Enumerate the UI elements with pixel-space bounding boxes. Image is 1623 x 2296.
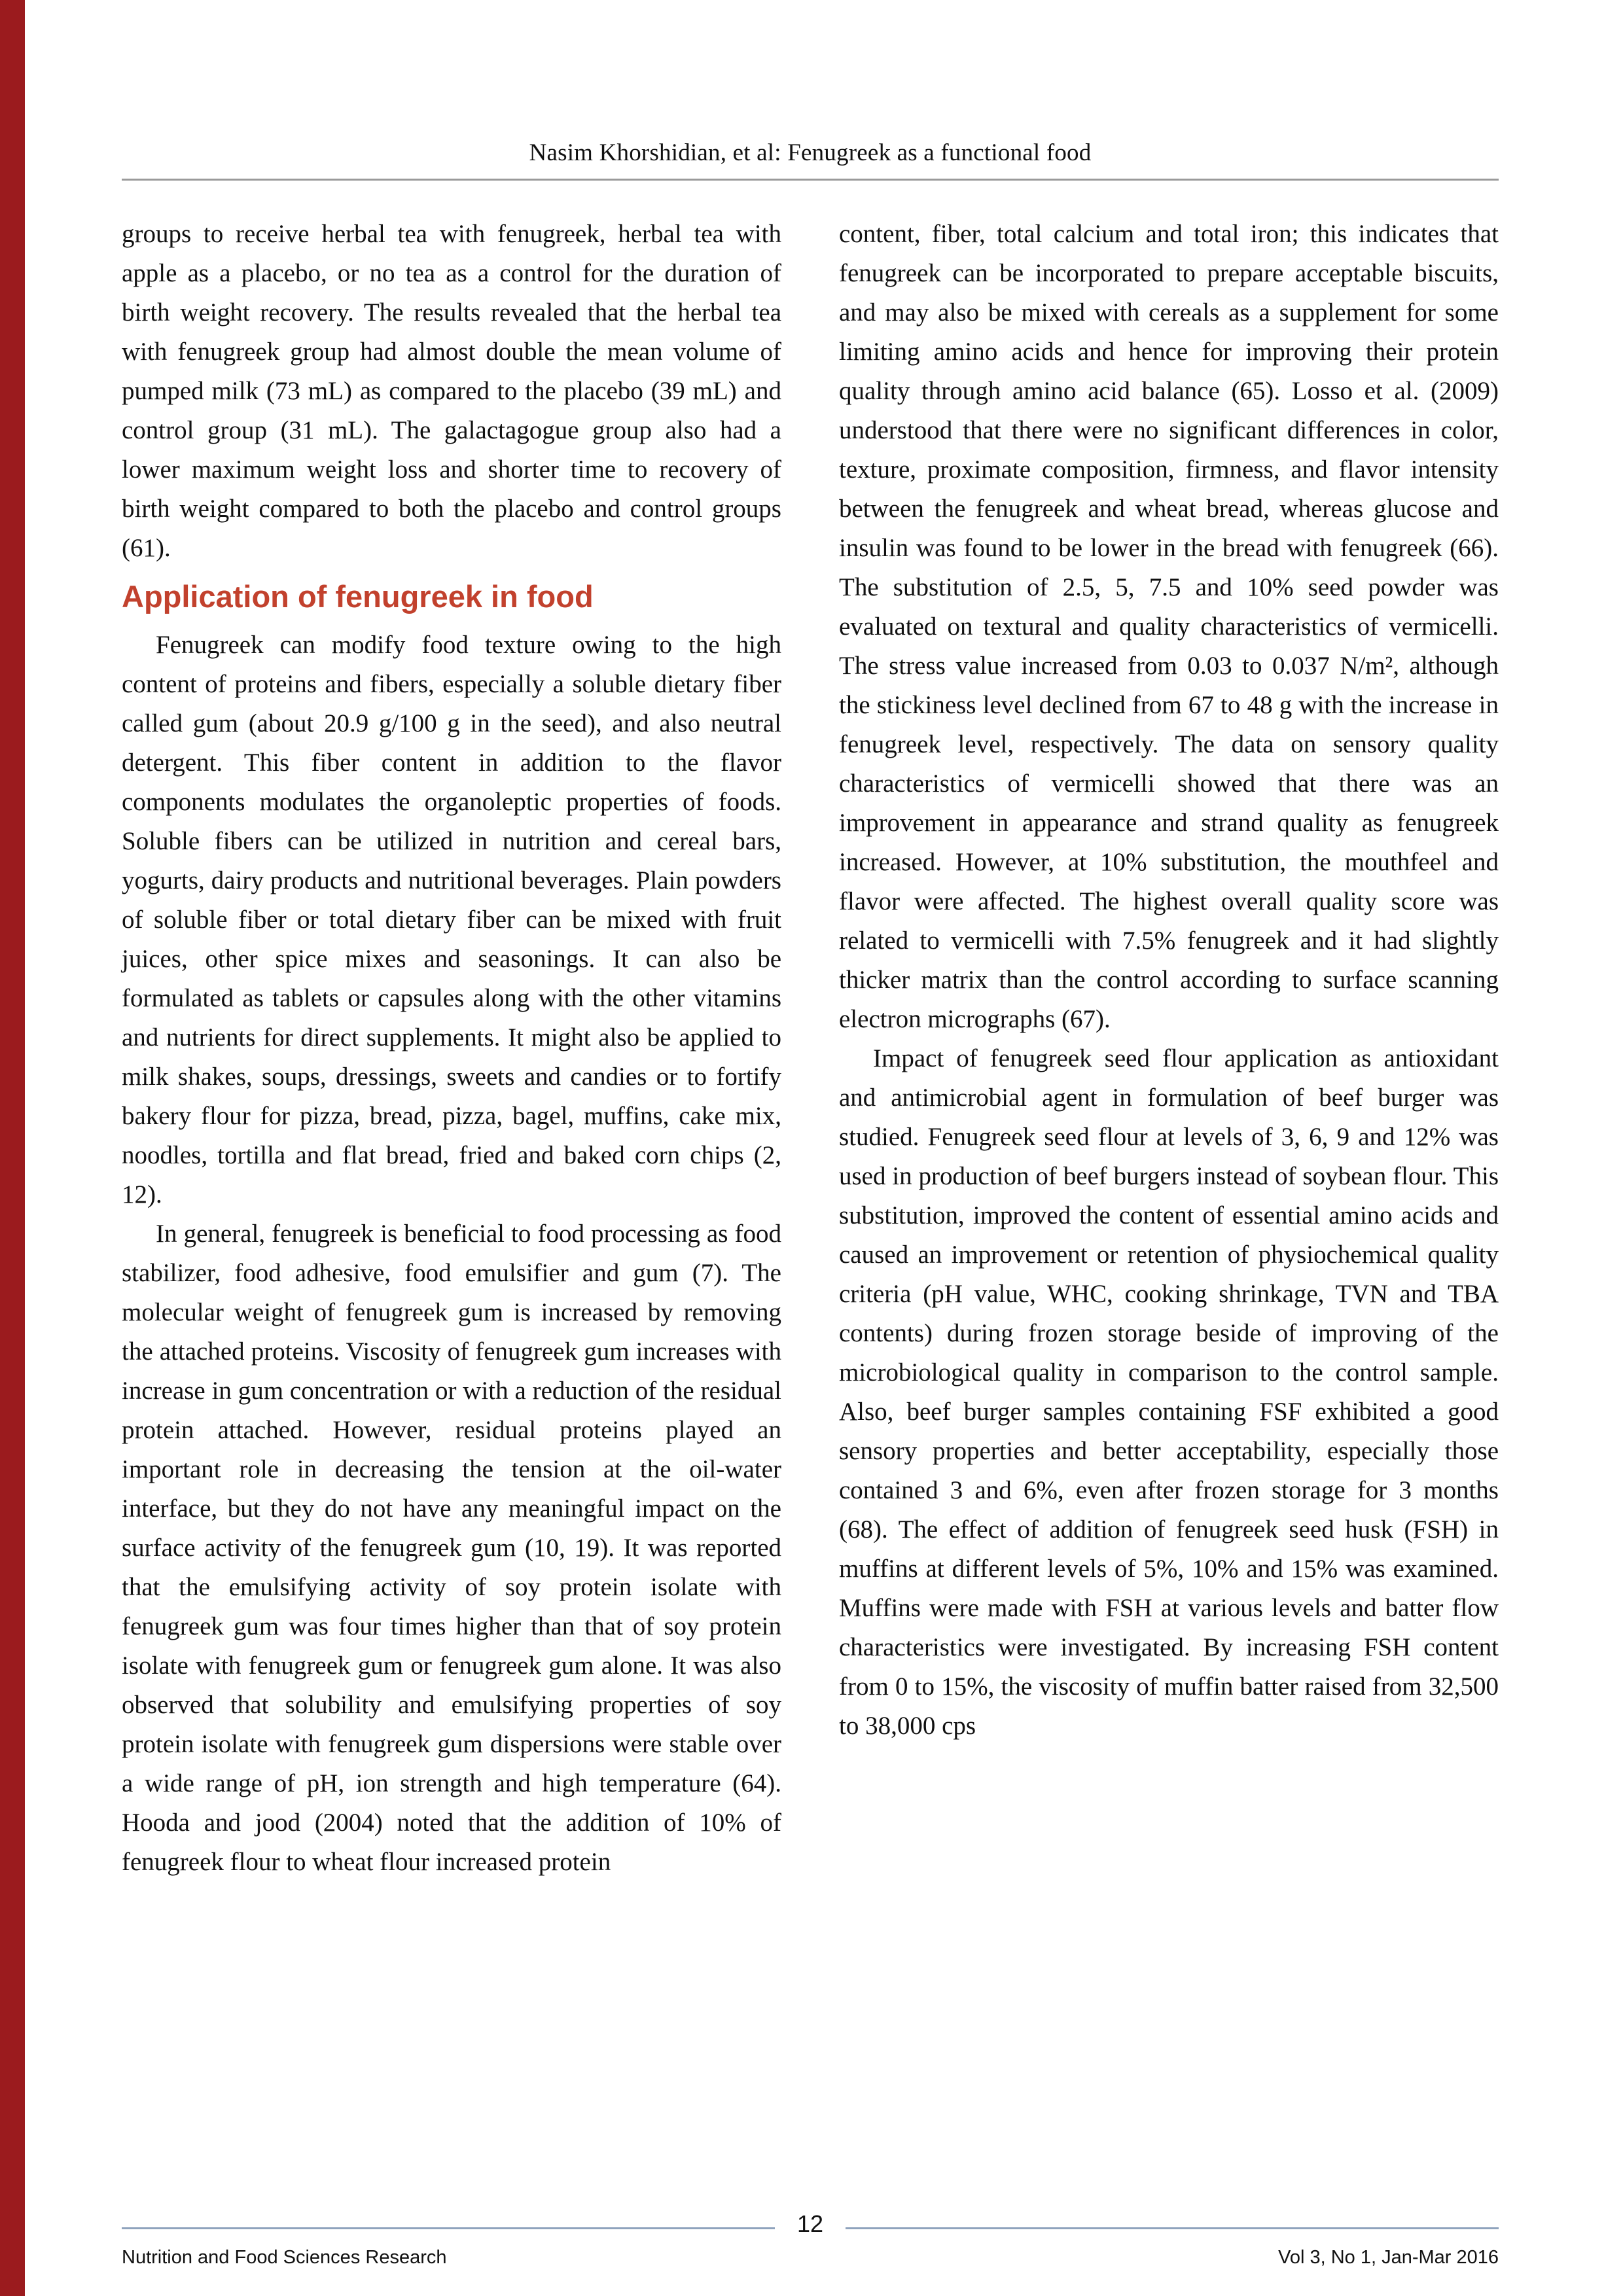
- paragraph: Impact of fenugreek seed flour application as antioxidant and antimicrobial agent in formulation of beef burger was studied. Fenugreek seed flour at levels of 3, 6, 9 and 12% was used in production of beef burgers instead of soybean flour. This substitution, improved the content of essential amino acids and caused an improvement or retention of physiochemical quality criteria (pH value, WHC, cooking shrinkage, TVN and TBA contents) during frozen storage beside of improving of the microbiological quality in comparison to the control sample. Also, beef burger samples containing FSF exhibited a good sensory properties and better acceptability, especially those contained 3 and 6%, even after frozen storage for 3 months (68). The effect of addition of fenugreek seed husk (FSH) in muffins at different levels of 5%, 10% and 15% was examined. Muffins were made with FSH at various levels and batter flow characteristics were investigated. By increasing FSH content from 0 to 15%, the viscosity of muffin batter raised from 32,500 to 38,000 cps: [839, 1044, 1499, 1740]
- left-column: [122, 215, 781, 1882]
- page-number: 12: [796, 2210, 824, 2237]
- footer-journal-name: Nutrition and Food Sciences Research: [122, 2247, 447, 2268]
- footer-rule-row: [122, 2210, 1499, 2242]
- running-header: [122, 0, 1499, 167]
- running-header-text: Nasim Khorshidian, et al: Fenugreek as a functional food: [529, 139, 1092, 166]
- header-rule: [122, 179, 1499, 181]
- section-heading: Application of fenugreek in food: [122, 579, 594, 614]
- paragraph-continuation: content, fiber, total calcium and total iron; this indicates that fenugreek can be incorporated to prepare acceptable biscuits, and may also be mixed with cereals as a supplement for some limiting amino acids and hence for improving their protein quality through amino acid balance (65). Losso et al. (2009) understood that there were no significant differences in color, texture, proximate composition, firmness, and flavor intensity between the fenugreek and wheat bread, whereas glucose and insulin was found to be lower in the bread with fenugreek (66). The substitution of 2.5, 5, 7.5 and 10% seed powder was evaluated on textural and quality characteristics of vermicelli. The stress value increased from 0.03 to 0.037 N/m², although the stickiness level declined from 67 to 48 g with the increase in fenugreek level, respectively. The data on sensory quality characteristics of vermicelli showed that there was an improvement in appearance and strand quality as fenugreek increased. However, at 10% substitution, the mouthfeel and flavor were affected. The highest overall quality score was related to vermicelli with 7.5% fenugreek and it had slightly thicker matrix than the control according to surface scanning electron micrographs (67).: [839, 220, 1499, 1033]
- page-content: [122, 0, 1499, 1882]
- paragraph-continuation: groups to receive herbal tea with fenugreek, herbal tea with apple as a placebo, or no tea as a control for the duration of birth weight recovery. The results revealed that the herbal tea with fenugreek group had almost double the mean volume of pumped milk (73 mL) as compared to the placebo (39 mL) and control group (31 mL). The galactagogue group also had a lower maximum weight loss and shorter time to recovery of birth weight compared to both the placebo and control groups (61).: [122, 220, 781, 562]
- paragraph: Fenugreek can modify food texture owing to the high content of proteins and fibers, especially a soluble dietary fiber called gum (about 20.9 g/100 g in the seed), and also neutral detergent. This fiber content in addition to the flavor components modulates the organoleptic properties of foods. Soluble fibers can be utilized in nutrition and cereal bars, yogurts, dairy products and nutritional beverages. Plain powders of soluble fiber or total dietary fiber can be mixed with fruit juices, other spice mixes and seasonings. It can also be formulated as tablets or capsules along with the other vitamins and nutrients for direct supplements. It might also be applied to milk shakes, soups, dressings, sweets and candies or to fortify bakery flour for pizza, bread, pizza, bagel, muffins, cake mix, noodles, tortilla and flat bread, fried and baked corn chips (2, 12).: [122, 631, 781, 1209]
- right-column: [839, 215, 1499, 1882]
- footer-rule-right: [846, 2227, 1499, 2229]
- footer-text-row: [122, 2247, 1499, 2269]
- page-footer: [122, 2210, 1499, 2269]
- page-edge-stripe: [0, 0, 25, 2296]
- paragraph: In general, fenugreek is beneficial to food processing as food stabilizer, food adhesive, food emulsifier and gum (7). The molecular weight of fenugreek gum is increased by removing the attached proteins. Viscosity of fenugreek gum increases with increase in gum concentration or with a reduction of the residual protein attached. However, residual proteins played an important role in decreasing the tension at the oil-water interface, but they do not have any meaningful impact on the surface activity of the fenugreek gum (10, 19). It was reported that the emulsifying activity of soy protein isolate with fenugreek gum was four times higher than that of soy protein isolate with fenugreek gum or fenugreek gum alone. It was also observed that solubility and emulsifying properties of soy protein isolate with fenugreek gum dispersions were stable over a wide range of pH, ion strength and high temperature (64). Hooda and jood (2004) noted that the addition of 10% of fenugreek flour to wheat flour increased protein: [122, 1220, 781, 1876]
- footer-rule-left: [122, 2227, 775, 2229]
- footer-issue-info: Vol 3, No 1, Jan-Mar 2016: [1278, 2247, 1499, 2268]
- two-column-body: [122, 215, 1499, 1882]
